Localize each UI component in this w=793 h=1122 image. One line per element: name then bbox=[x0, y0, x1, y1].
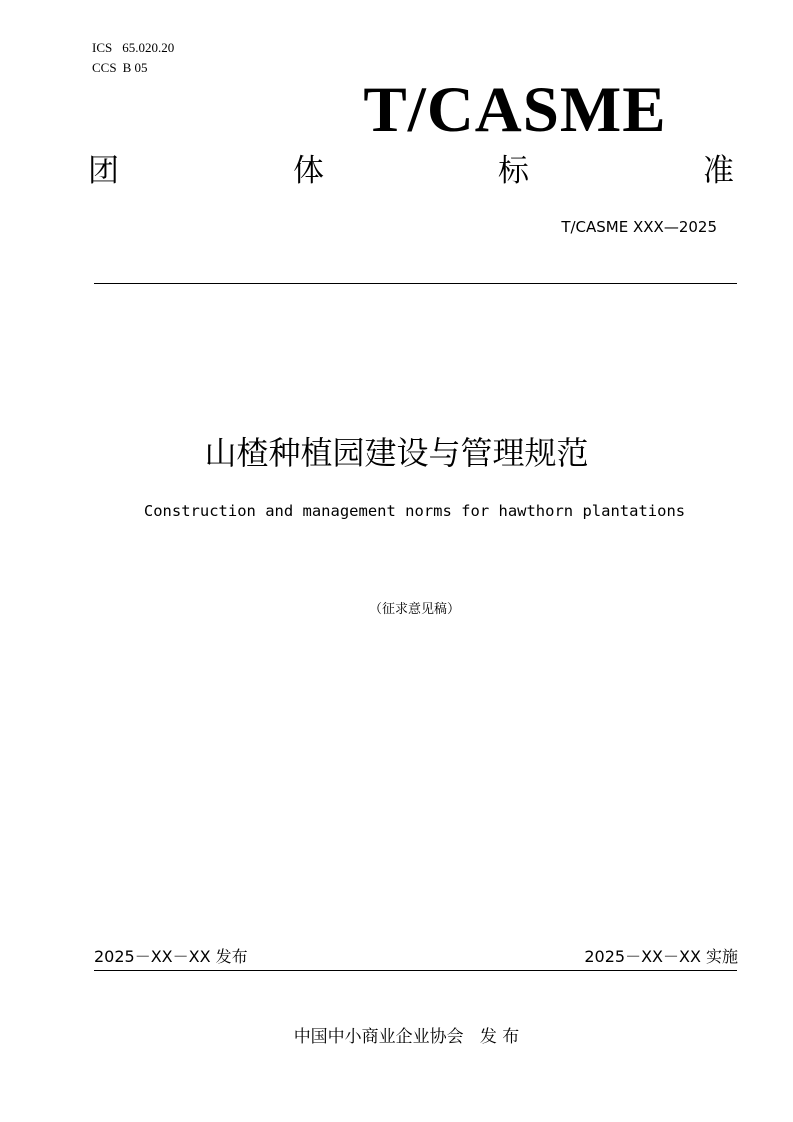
standard-type-char: 标 bbox=[498, 153, 529, 189]
footer-divider bbox=[94, 970, 737, 971]
ccs-classification bbox=[92, 60, 148, 76]
publisher: 中国中小商业企业协会 发 布 bbox=[293, 1027, 520, 1047]
association-logo-text: T/CASME bbox=[363, 74, 667, 146]
header-divider bbox=[94, 283, 737, 284]
standard-type-char: 团 bbox=[88, 153, 119, 189]
standard-code: T/CASME XXX—2025 bbox=[561, 218, 717, 236]
ics-code: 65.020.20 bbox=[122, 40, 175, 55]
standard-type-char: 体 bbox=[293, 153, 324, 189]
standard-type-char: 准 bbox=[703, 153, 734, 189]
document-title-english: Construction and management norms for hawthorn plantations bbox=[143, 502, 686, 520]
ccs-label: CCS bbox=[92, 60, 117, 75]
standard-type-heading bbox=[88, 148, 734, 194]
ccs-code: B 05 bbox=[122, 60, 148, 75]
document-title-chinese: 山楂种植园建设与管理规范 bbox=[204, 434, 589, 472]
ics-classification bbox=[92, 40, 174, 56]
implement-date: 2025－XX－XX 实施 bbox=[584, 947, 738, 966]
publish-date: 2025－XX－XX 发布 bbox=[94, 947, 248, 966]
ics-label: ICS bbox=[92, 40, 113, 55]
draft-status: （征求意见稿） bbox=[368, 602, 460, 617]
